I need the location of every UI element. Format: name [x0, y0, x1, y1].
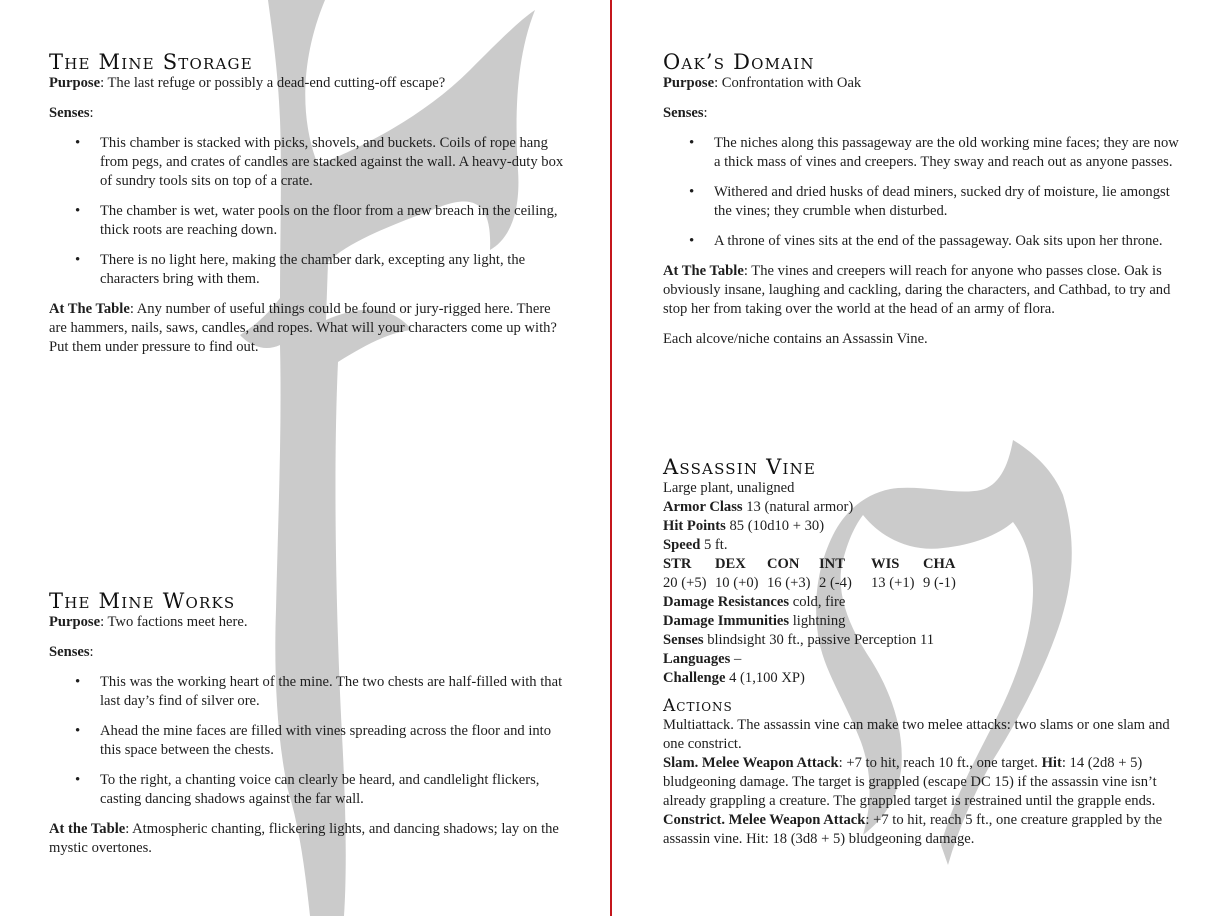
senses-label: Senses:: [49, 105, 94, 121]
oaks-domain-heading: Oak’s Domain: [663, 50, 815, 74]
oaks-domain-section: [663, 50, 1183, 349]
ability-score: 16 (+3): [767, 575, 811, 591]
at-the-table-paragraph: At the Table: Atmospheric chanting, flickering lights, and dancing shadows; lay on the mystic overtones.: [49, 821, 559, 856]
ability-score: 9 (-1): [923, 575, 956, 591]
statblock-heading: Assassin Vine: [663, 455, 817, 479]
list-item: • This chamber is stacked with picks, shovels, and buckets. Coils of rope hang from pegs, and crates of candles are stacked against the wall. A heavy-duty box of sundry tools sits on top of a crate.: [100, 134, 569, 191]
constrict-action: Constrict. Melee Weapon Attack: +7 to hit, reach 5 ft., one creature grappled by the assassin vine. Hit: 18 (3d8 + 5) bludgeoning damage.: [663, 812, 1163, 847]
list-item: • Withered and dried husks of dead miners, sucked dry of moisture, lie amongst the vines; they crumble when disturbed.: [714, 183, 1183, 221]
assassin-vine-statblock: [663, 455, 1183, 849]
purpose-line: Purpose: Two factions meet here.: [49, 614, 248, 630]
hit-points: Hit Points 85 (10d10 + 30): [663, 518, 825, 534]
ability-names: [663, 555, 1183, 574]
speed: Speed 5 ft.: [663, 537, 728, 553]
list-item: • The niches along this passageway are the old working mine faces; they are now a thick mass of vines and creepers. They sway and reach out as anyone passes.: [714, 134, 1183, 172]
ability-name: CHA: [923, 556, 956, 572]
right-page: [613, 0, 1223, 916]
ability-name: DEX: [715, 556, 746, 572]
ability-name: STR: [663, 556, 692, 572]
at-the-table-paragraph: At The Table: Any number of useful things could be found or jury-rigged here. There are hammers, nails, saws, candles, and ropes. What will your characters come up with? Put them under pressure to find out.: [49, 301, 557, 355]
ability-score: 2 (-4): [819, 575, 852, 591]
senses-list: [663, 134, 1183, 251]
creature-type: Large plant, unaligned: [663, 480, 795, 496]
purpose-line: Purpose: The last refuge or possibly a dead-end cutting-off escape?: [49, 75, 446, 91]
ability-score: 10 (+0): [715, 575, 759, 591]
list-item: • There is no light here, making the chamber dark, excepting any light, the characters bring with them.: [100, 251, 569, 289]
senses-list: [49, 134, 569, 289]
damage-resistances: Damage Resistances cold, fire: [663, 594, 846, 610]
ability-scores: [663, 574, 1183, 593]
mine-storage-section: [49, 50, 569, 357]
creature-senses: Senses blindsight 30 ft., passive Perception 11: [663, 632, 935, 648]
ability-score: 13 (+1): [871, 575, 915, 591]
list-item: • A throne of vines sits at the end of the passageway. Oak sits upon her throne.: [714, 232, 1183, 251]
slam-action: Slam. Melee Weapon Attack: +7 to hit, reach 10 ft., one target. Hit: 14 (2d8 + 5) bludgeoning damage. The target is grappled (escape DC 15) if the assassin vine isn’t already grappling a creature. The grappled target is restrained until the grapple ends.: [663, 755, 1157, 809]
list-item: • The chamber is wet, water pools on the floor from a new breach in the ceiling, thick roots are reaching down.: [100, 202, 569, 240]
purpose-line: Purpose: Confrontation with Oak: [663, 75, 862, 91]
left-page: [0, 0, 610, 916]
languages: Languages –: [663, 651, 742, 667]
senses-list: [49, 673, 569, 809]
actions-heading: Actions: [663, 696, 733, 716]
list-item: • This was the working heart of the mine. The two chests are half-filled with that last day’s find of silver ore.: [100, 673, 569, 711]
mine-storage-heading: The Mine Storage: [49, 50, 253, 74]
mine-works-heading: The Mine Works: [49, 589, 236, 613]
challenge: Challenge 4 (1,100 XP): [663, 670, 805, 686]
senses-label: Senses:: [663, 105, 708, 121]
page-divider: [610, 0, 612, 916]
alcove-note: Each alcove/niche contains an Assassin Vine.: [663, 331, 928, 347]
ability-name: CON: [767, 556, 800, 572]
mine-works-section: [49, 589, 569, 858]
list-item: • Ahead the mine faces are filled with vines spreading across the floor and into this space between the chests.: [100, 722, 569, 760]
senses-label: Senses:: [49, 644, 94, 660]
ability-score: 20 (+5): [663, 575, 707, 591]
armor-class: Armor Class 13 (natural armor): [663, 499, 854, 515]
damage-immunities: Damage Immunities lightning: [663, 613, 846, 629]
at-the-table-paragraph: At The Table: The vines and creepers will reach for anyone who passes close. Oak is obviously insane, laughing and cackling, daring the characters, and Cathbad, to try and stop her from taking over the world at the head of an army of flora.: [663, 263, 1171, 317]
ability-name: INT: [819, 556, 845, 572]
list-item: • To the right, a chanting voice can clearly be heard, and candlelight flickers, casting dancing shadows against the far wall.: [100, 771, 569, 809]
multiattack: Multiattack. The assassin vine can make two melee attacks: two slams or one slam and one constrict.: [663, 717, 1170, 752]
ability-name: WIS: [871, 556, 900, 572]
